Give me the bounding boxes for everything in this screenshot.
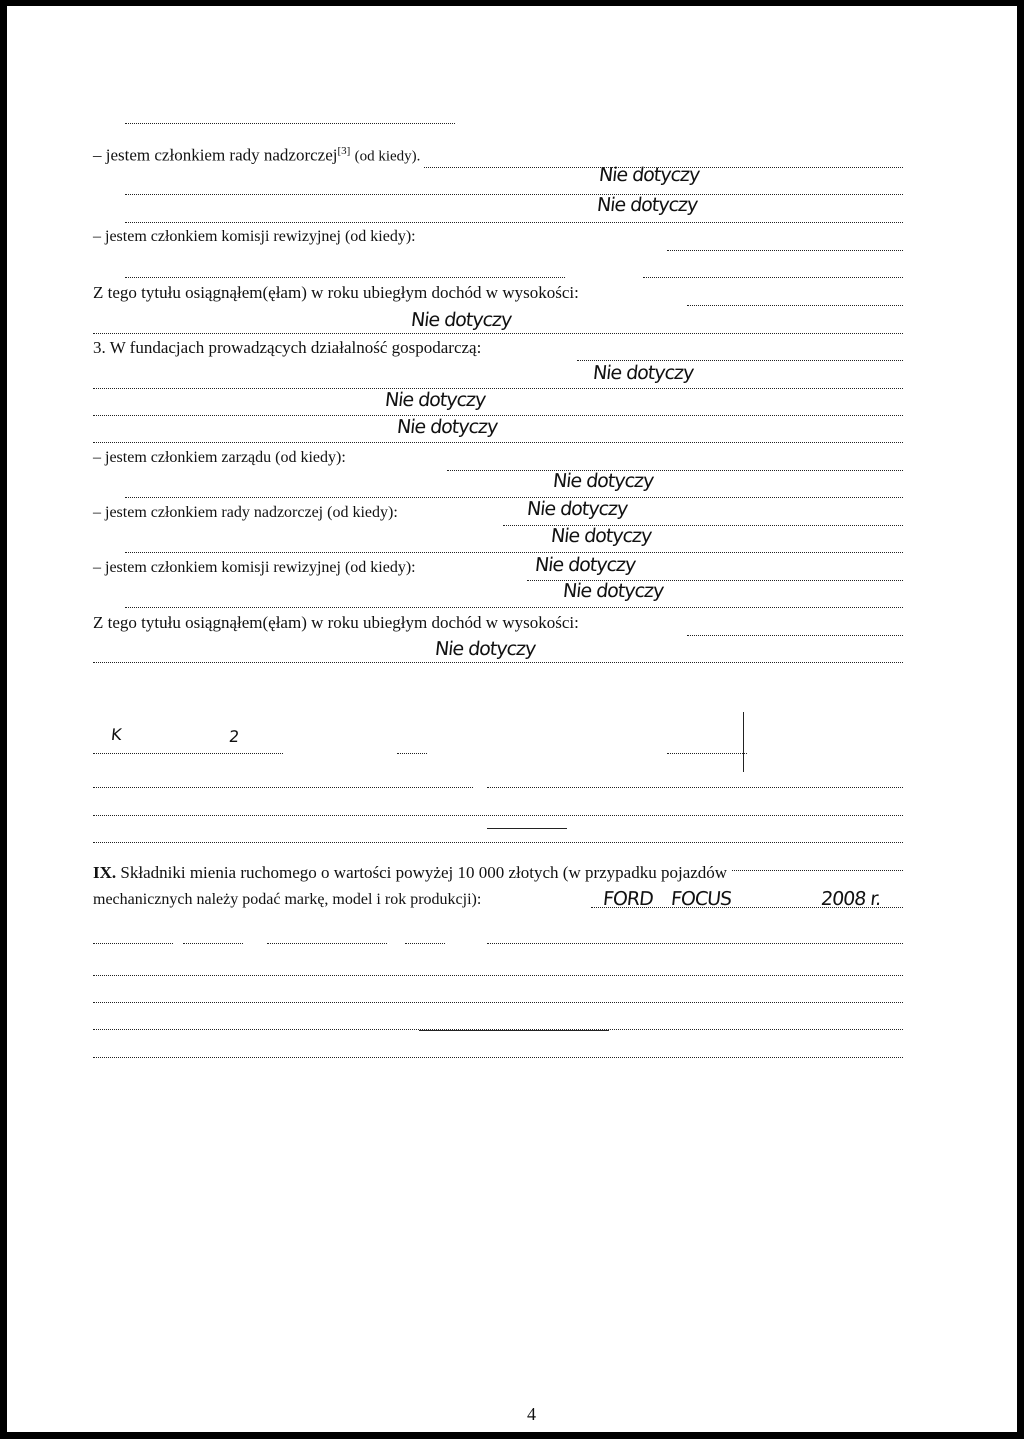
dotted-line xyxy=(125,102,455,124)
handwritten-mark: 2 xyxy=(228,727,240,746)
field-line xyxy=(93,417,903,443)
section-ix-subtext: mechanicznych należy podać markę, model i rok produkcji): xyxy=(93,889,485,911)
field-line xyxy=(93,817,903,843)
field-line xyxy=(93,1004,903,1030)
handwritten-answer: Nie dotyczy xyxy=(591,362,695,384)
dotted-line xyxy=(93,732,283,754)
handwritten-answer: Nie dotyczy xyxy=(597,164,701,186)
handwritten-answer: Nie dotyczy xyxy=(433,638,537,660)
field-line xyxy=(125,527,903,553)
dotted-line xyxy=(267,922,387,944)
zarzad-label: – jestem członkiem zarządu (od kiedy): xyxy=(93,447,350,469)
rada-nadzorcza-label-1: – jestem członkiem rady nadzorczej[3] (od kiedy). xyxy=(93,140,424,168)
handwritten-vehicle-make: FORD xyxy=(601,888,654,910)
field-line xyxy=(93,762,473,788)
komisja-rewizyjna-label-2: – jestem członkiem komisji rewizyjnej (od kiedy): xyxy=(93,557,420,579)
section-ix-heading: IX. Składniki mienia ruchomego o wartości powyżej 10 000 złotych (w przypadku pojazdów xyxy=(93,862,731,884)
field-line xyxy=(93,977,903,1003)
handwritten-answer: Nie dotyczy xyxy=(525,498,629,520)
field-line xyxy=(577,335,903,361)
field-line xyxy=(125,582,903,608)
dochod-label-1: Z tego tytułu osiągnąłem(ęłam) w roku ubiegłym dochód w wysokości: xyxy=(93,282,583,304)
field-line xyxy=(125,197,903,223)
handwritten-answer: Nie dotyczy xyxy=(395,416,499,438)
field-line xyxy=(125,252,565,278)
handwritten-answer: Nie dotyczy xyxy=(409,309,513,331)
field-line xyxy=(93,363,903,389)
dotted-line xyxy=(667,732,747,754)
komisja-rewizyjna-label-1: – jestem członkiem komisji rewizyjnej (od kiedy): xyxy=(93,226,420,248)
dotted-line xyxy=(397,732,427,754)
field-line xyxy=(643,252,903,278)
underline-stroke xyxy=(487,828,567,829)
field-line xyxy=(687,280,903,306)
handwritten-vehicle-model: FOCUS xyxy=(669,888,733,910)
handwritten-answer: Nie dotyczy xyxy=(561,580,665,602)
handwritten-answer: Nie dotyczy xyxy=(551,470,655,492)
dochod-label-2: Z tego tytułu osiągnąłem(ęłam) w roku ubiegłym dochód w wysokości: xyxy=(93,612,583,634)
field-line xyxy=(125,169,903,195)
field-line xyxy=(667,225,903,251)
underline-stroke xyxy=(419,1030,609,1031)
handwritten-answer: Nie dotyczy xyxy=(383,389,487,411)
rada-nadzorcza-label-2: – jestem członkiem rady nadzorczej (od kiedy): xyxy=(93,502,402,524)
fundacje-label: 3. W fundacjach prowadzących działalność gospodarczą: xyxy=(93,337,485,359)
field-line xyxy=(93,790,903,816)
field-line xyxy=(447,445,903,471)
dotted-line xyxy=(93,922,173,944)
field-line xyxy=(487,762,903,788)
dotted-line xyxy=(487,922,903,944)
document-page xyxy=(7,6,1017,1432)
handwritten-vehicle-year: 2008 r. xyxy=(819,888,882,910)
dotted-line xyxy=(183,922,243,944)
page-number: 4 xyxy=(527,1404,536,1424)
handwritten-answer: Nie dotyczy xyxy=(533,554,637,576)
handwritten-mark: K xyxy=(110,725,122,744)
field-line xyxy=(93,390,903,416)
handwritten-answer: Nie dotyczy xyxy=(595,194,699,216)
field-line xyxy=(93,950,903,976)
field-line xyxy=(93,1032,903,1058)
field-line xyxy=(687,610,903,636)
dotted-line xyxy=(405,922,445,944)
handwritten-answer: Nie dotyczy xyxy=(549,525,653,547)
field-line xyxy=(125,472,903,498)
